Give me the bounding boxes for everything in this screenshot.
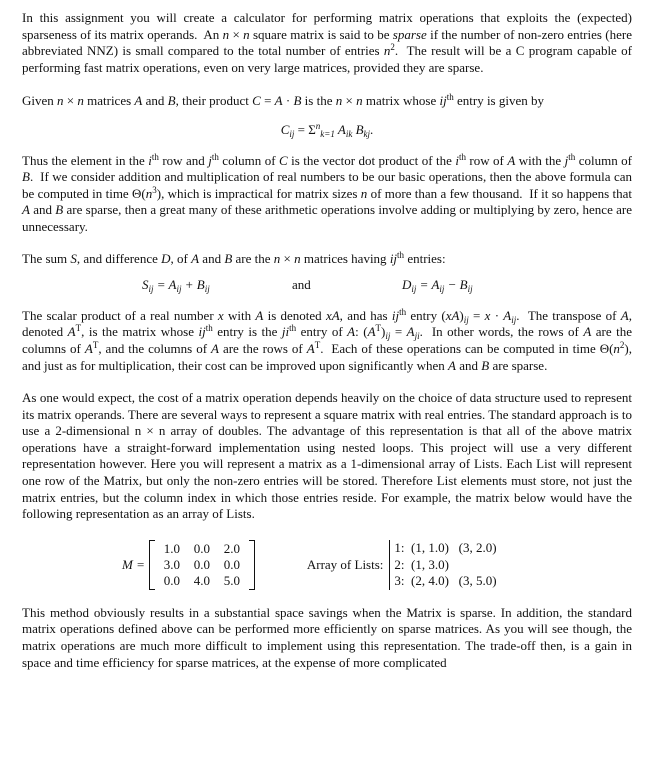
matrix-label: M = [122,556,145,572]
list-row: 2: (1, 3.0) [394,556,449,572]
matrix-grid [155,541,249,589]
matrix-cell: 0.0 [223,556,240,572]
matrix-cell: 0.0 [193,556,210,572]
matrix-cell: 0.0 [163,572,180,588]
list-row: 1: (1, 1.0) (3, 2.0) [394,540,497,556]
right-bracket [249,540,255,590]
lists-label: Array of Lists: [306,556,384,572]
data-structure-paragraph: As one would expect, the cost of a matrix operation depends heavily on the choice of data structure used to represent its matrix operands. There are several ways to represent a square matrix with real entries. The standard approach is to use a 2-dimensional n × n array of doubles. The advantage of this representation is that all of the above matrix operations have a straight-forward implementation using nested loops. This project will use a very different representation however. Here you will represent a matrix as a 1-dimensional array of Lists. Each List will represent one row of the Matrix, but only the non-zero entries will be stored. Therefore List elements must store, not just the matrix entries, but the column index in which those entries reside. For example, the matrix below would have the following representation as an array of Lists. [22,390,632,522]
matrix-cell: 5.0 [223,572,240,588]
intro-paragraph: In this assignment you will create a calculator for performing matrix operations that exploits the (expected) sparseness of its matrix operands. An n × n square matrix is said to be sparse if the number of non-zero entries (here abbreviated NNZ) is small compared to the total number of entries $n^2$. The result will be a C program capable of performing fast matrix operations, even on very large matrices, provided they are sparse. [22,10,632,75]
product-definition-paragraph: Given n × n matrices A and B, their product C = A · B is the n × n matrix whose $ij^{th}$ entry is given by [22,92,544,109]
difference-formula: $D_{ij} = A_{ij} - B_{ij}$ [402,277,473,295]
and-word: and [292,277,311,293]
matrix-cell: 2.0 [223,540,240,556]
lists-grid [394,540,496,590]
product-formula: $C_{ij} = \Sigma^n_{k=1}$ $A_{ik}$ $B_{kj}$. [280,120,374,139]
sum-formula: $S_{ij} = A_{ij} + B_{ij}$ [142,277,210,295]
lists-bracket [389,540,390,590]
matrix-m [122,540,255,590]
matrix-cell: 4.0 [193,572,210,588]
space-savings-paragraph: This method obviously results in a substantial space savings when the Matrix is sparse. In addition, the standard matrix operations defined above can be performed more efficiently on sparse matrices. As you will see though, the matrix operations are much more difficult to implement using this representation. The trade-off then, is a gain in space and time efficiency for sparse matrices, at the expense of more complicated [22,604,632,670]
sum-difference-paragraph: The sum S, and difference D, of A and B are the n × n matrices having $ij^{th}$ entries: [22,249,446,266]
matrix-example [22,537,632,593]
matrix-cell: 0.0 [193,540,210,556]
dot-product-paragraph: Thus the element in the $i^{th}$ row and $j^{th}$ column of C is the vector dot product of the $i^{th}$ row of A with the $j^{th}$ column of B. If we consider addition and multiplication of real numbers to be our basic operations, then the above formula can be computed in time $\Theta(n^3)$, which is impractical for matrix sizes n of more than a few thousand. If it so happens that A and B are sparse, then a great many of these arithmetic operations involve adding or multiplying by zero, hence are unnecessary. [22,151,632,234]
list-row: 3: (2, 4.0) (3, 5.0) [394,573,497,589]
matrix-cell: 3.0 [163,556,180,572]
scalar-transpose-paragraph: The scalar product of a real number x with A is denoted xA, and has $ij^{th}$ entry $(xA)_{ij} = x \cdot A_{ij}$. The transpose of A, denoted $A^T$, is the matrix whose $ij^{th}$ entry is the $ji^{th}$ entry of A: $(A^T)_{ij} = A_{ji}$. In other words, the rows of A are the columns of $A^T$, and the columns of A are the rows of $A^T$. Each of these operations can be computed in time $\Theta(n^2)$, and just as for multiplication, their cost can be improved upon significantly when A and B are sparse. [22,306,633,373]
sum-difference-formulas [22,277,632,294]
matrix-cell: 1.0 [163,540,180,556]
array-of-lists [307,540,497,590]
